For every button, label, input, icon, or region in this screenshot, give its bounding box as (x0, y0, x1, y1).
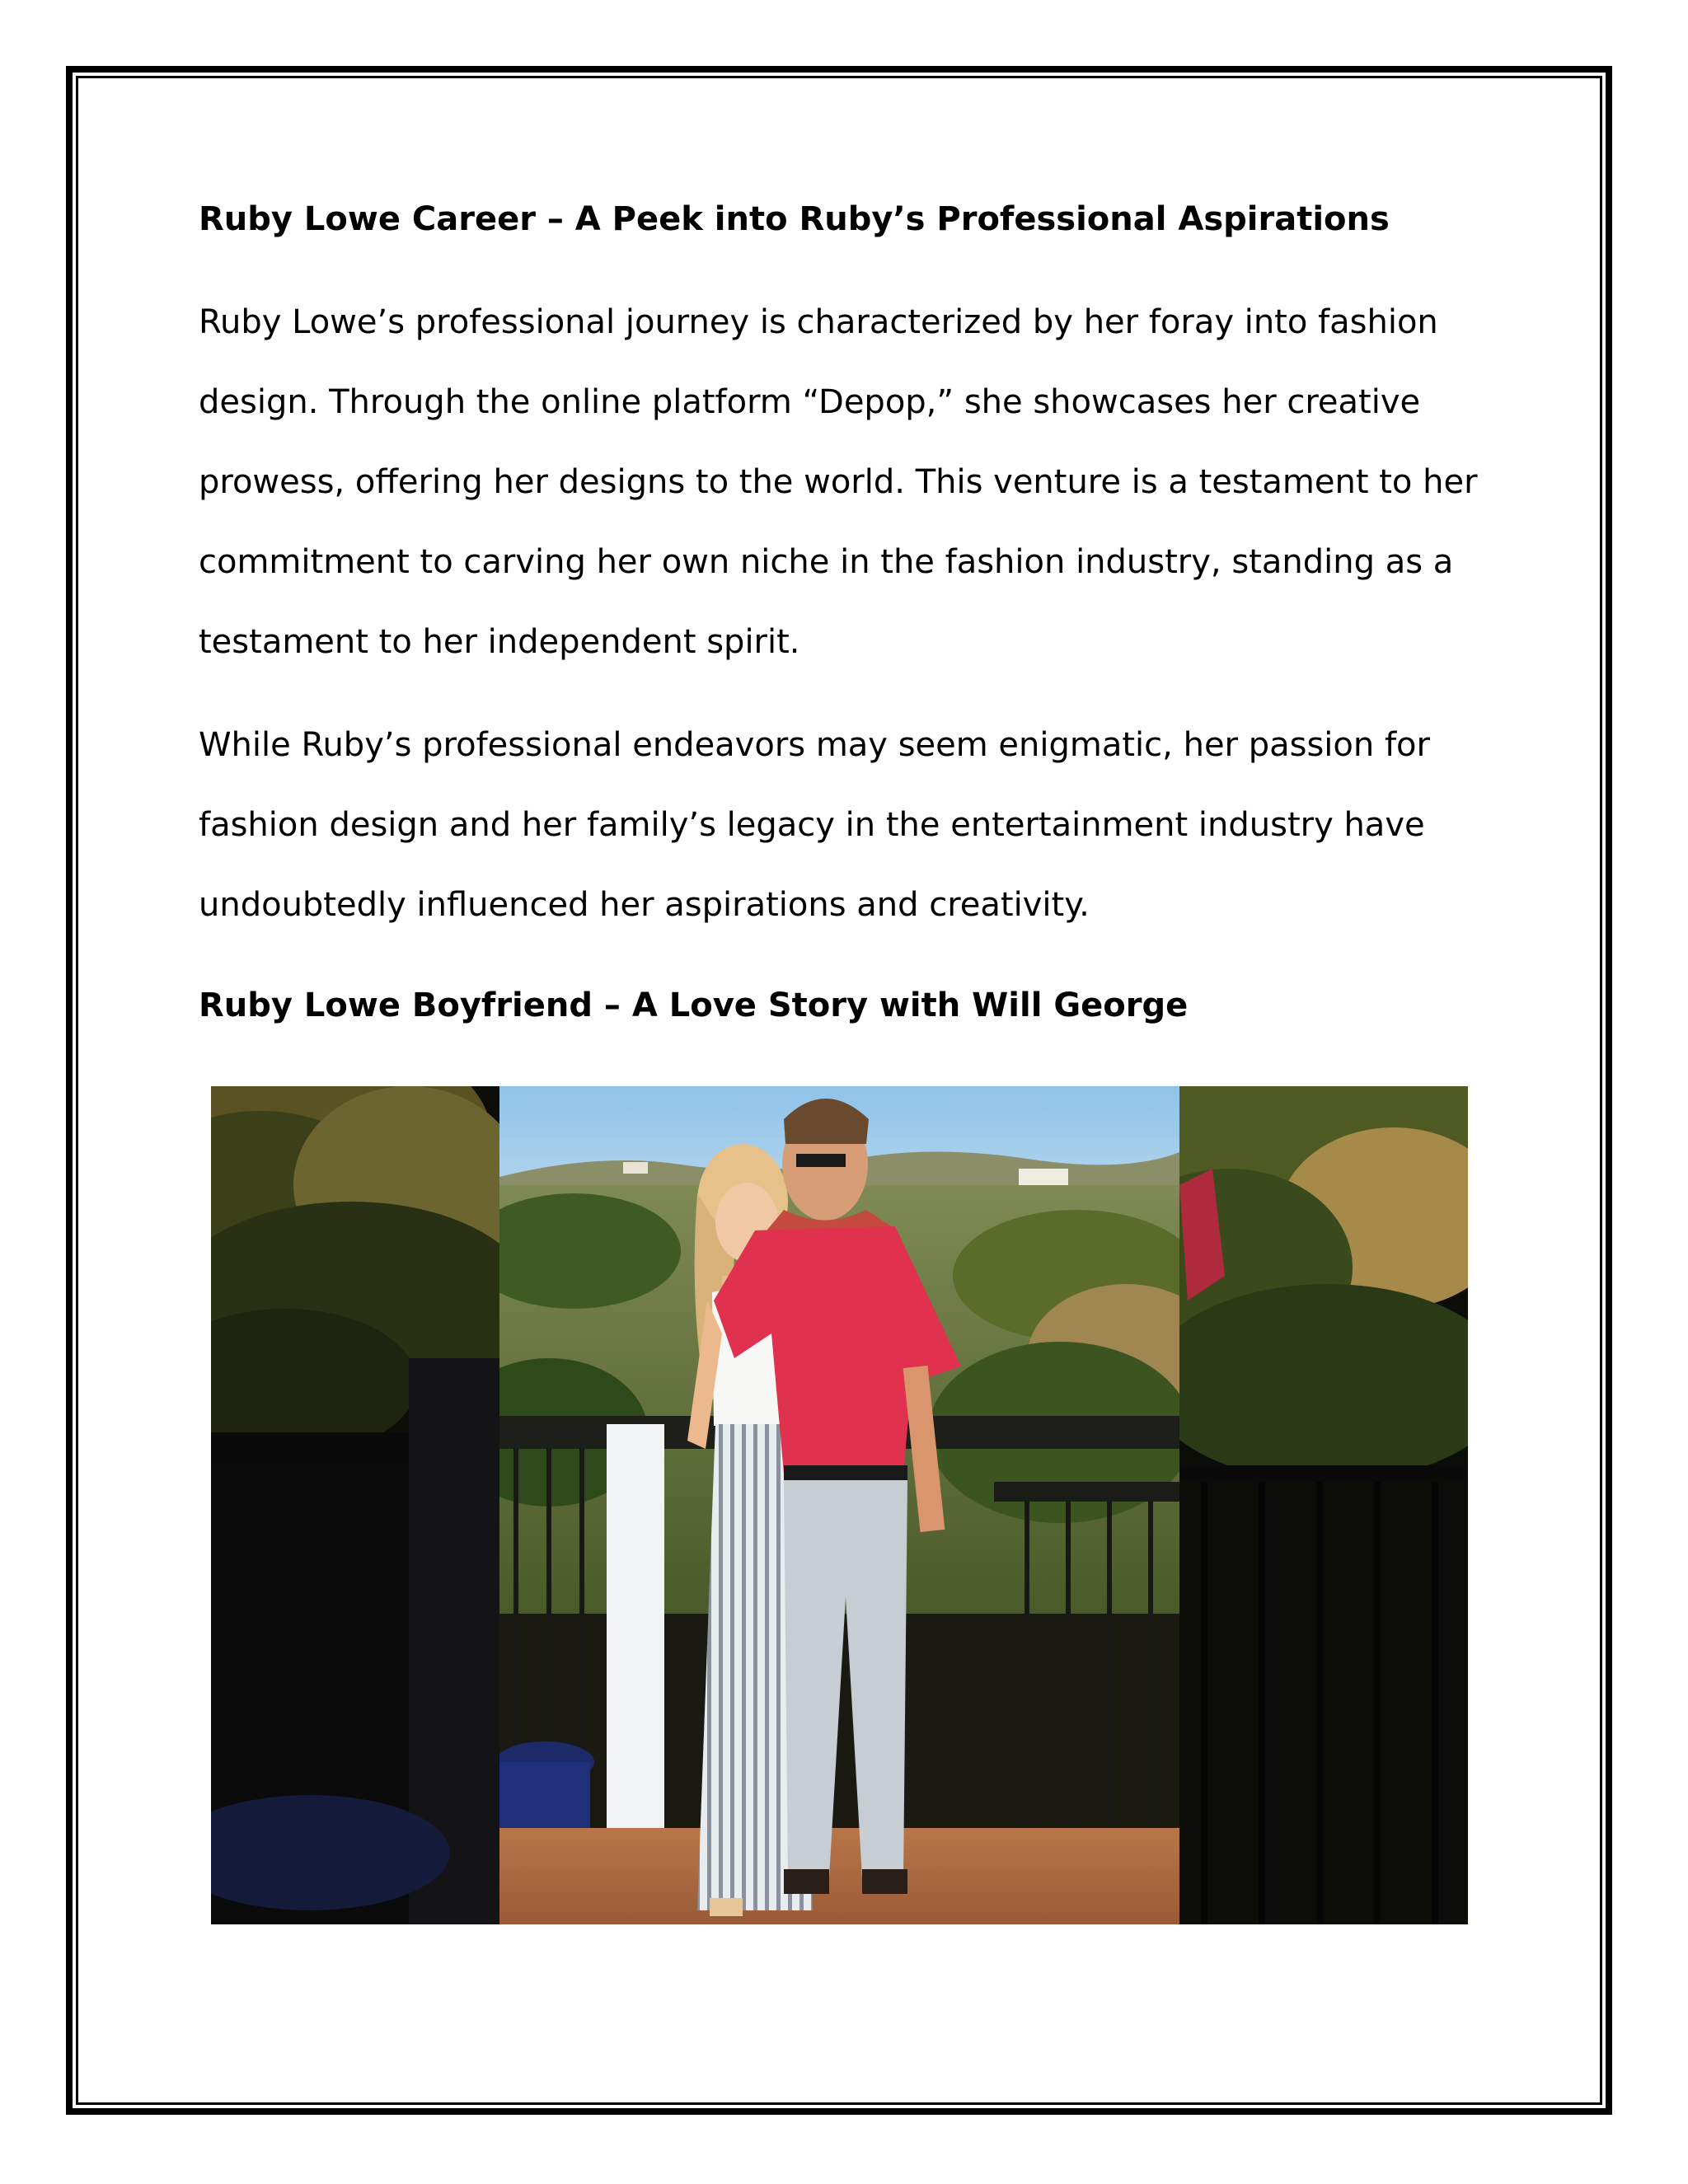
career-paragraph-1: Ruby Lowe’s professional journey is characterized by her foray into fashion design. Through the online platform “Depop,” she showcases her creative prowess, offering her designs to the world. This venture is a testament to her commitment to carving her own niche in the fashion industry, standing as a testament to her independent spirit. (199, 303, 1478, 661)
career-paragraph-2: While Ruby’s professional endeavors may seem enigmatic, her passion for fashion design and her family’s legacy in the entertainment industry have undoubtedly influenced her aspirations and creativity. (199, 726, 1430, 924)
career-heading: Ruby Lowe Career – A Peek into Ruby’s Professional Aspirations (199, 200, 1390, 238)
photo-blurred-right-panel (1179, 1086, 1468, 1924)
boyfriend-heading: Ruby Lowe Boyfriend – A Love Story with Will George (199, 987, 1189, 1024)
photo-blurred-left-panel (211, 1086, 499, 1924)
photo-main-panel (499, 1086, 1179, 1924)
couple-photo (211, 1086, 1468, 1924)
